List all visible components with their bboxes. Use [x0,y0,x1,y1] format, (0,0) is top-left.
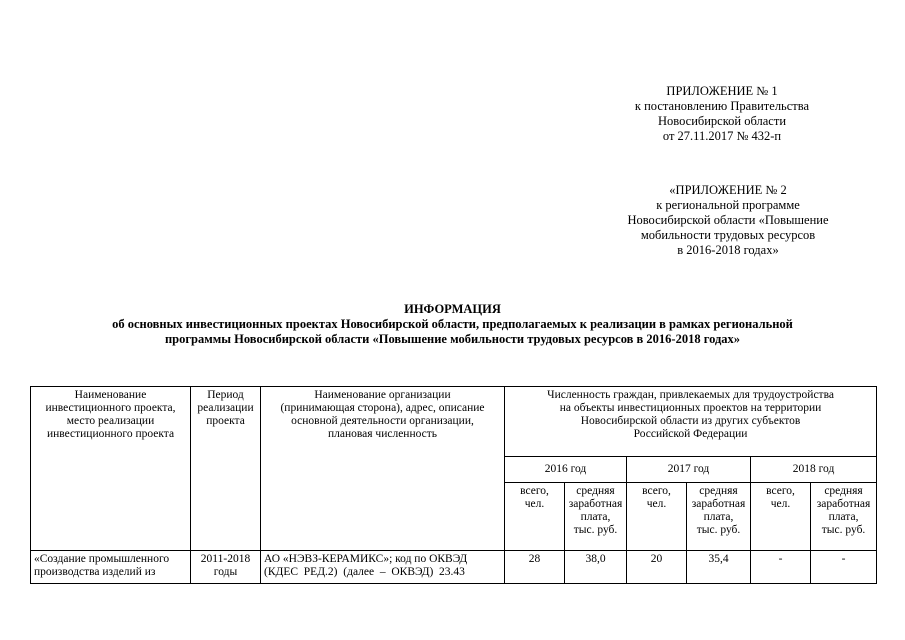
header-salary-line: плата, [828,511,859,523]
cell-project [31,551,191,584]
cell-organization [261,551,505,584]
cell-period [191,551,261,584]
header-salary-line: тыс. руб. [696,524,741,536]
investment-projects-table [30,386,877,584]
cell-org-line: (КДЕС РЕД.2) (далее – ОКВЭД) 23.43 [264,566,465,578]
appendix-2-line: Новосибирской области «Повышение [627,213,829,227]
header-salary-line: тыс. руб. [821,524,866,536]
cell-project-line: «Создание промышленного [34,553,170,565]
appendix-2-line: «ПРИЛОЖЕНИЕ № 2 [669,183,787,197]
header-salary-line: заработная [816,498,871,510]
appendix-1-line: от 27.11.2017 № 432-п [662,129,782,143]
header-citizens-line: на объекты инвестиционных проектов на территории [559,402,822,414]
header-2017-salary [687,483,751,551]
header-year-2016: 2016 год [505,457,627,483]
header-year-2017: 2017 год [627,457,751,483]
appendix-2-line: к региональной программе [656,198,800,212]
appendix-2-line: в 2016-2018 годах» [677,243,779,257]
header-citizens [505,387,877,457]
header-period-line: Период [207,389,244,401]
header-salary-line: средняя [699,485,738,497]
header-citizens-line: Российской Федерации [633,428,748,440]
header-total-line: всего, [642,485,671,497]
appendix-1-block [620,84,824,144]
header-period-line: реализации [197,402,254,414]
header-citizens-line: Численность граждан, привлекаемых для трудоустройства [547,389,834,401]
header-salary-line: средняя [824,485,863,497]
table-row [31,551,877,584]
header-total-line: чел. [646,498,667,510]
header-citizens-line: Новосибирской области из других субъектов [580,415,801,427]
header-salary-line: плата, [580,511,611,523]
header-total-line: всего, [520,485,549,497]
header-year-2018: 2018 год [751,457,877,483]
cell-period-line: 2011-2018 [200,553,251,565]
cell-project-line: производства изделий из [34,566,156,578]
header-salary-line: плата, [703,511,734,523]
cell-2016-salary: 38,0 [565,551,627,584]
appendix-1-line: Новосибирской области [657,114,787,128]
header-total-line: чел. [770,498,791,510]
header-2017-total [627,483,687,551]
cell-org-line: АО «НЭВЗ-КЕРАМИКС»; код по ОКВЭД [264,553,468,565]
header-org-line: (принимающая сторона), адрес, описание [280,402,485,414]
header-total-line: чел. [524,498,545,510]
cell-2017-total: 20 [627,551,687,584]
header-project-line: Наименование [74,389,147,401]
header-org-line: основной деятельности организации, [291,415,474,427]
document-subtitle-line: об основных инвестиционных проектах Новосибирской области, предполагаемых к реализации в рамках региональной [112,317,793,331]
appendix-2-block [602,183,854,258]
appendix-1-line: ПРИЛОЖЕНИЕ № 1 [666,84,778,98]
header-project [31,387,191,551]
cell-2017-salary: 35,4 [687,551,751,584]
document-subtitle-line: программы Новосибирской области «Повышение мобильности трудовых ресурсов в 2016-2018 годах» [164,332,741,346]
header-org-line: плановая численность [327,428,438,440]
header-project-line: место реализации [66,415,155,427]
cell-2016-total: 28 [505,551,565,584]
header-2018-total [751,483,811,551]
header-period [191,387,261,551]
document-heading [20,302,885,347]
header-salary-line: тыс. руб. [573,524,618,536]
header-organization [261,387,505,551]
document-title: ИНФОРМАЦИЯ [404,302,501,316]
cell-2018-total: - [751,551,811,584]
header-total-line: всего, [766,485,795,497]
cell-period-line: годы [213,566,238,578]
header-org-line: Наименование организации [314,389,451,401]
header-project-line: инвестиционного проекта, [45,402,176,414]
header-salary-line: заработная [568,498,623,510]
header-project-line: инвестиционного проекта [46,428,175,440]
header-salary-line: заработная [691,498,746,510]
header-2016-salary [565,483,627,551]
appendix-1-line: к постановлению Правительства [634,99,810,113]
header-period-line: проекта [206,415,245,427]
cell-2018-salary: - [811,551,877,584]
appendix-2-line: мобильности трудовых ресурсов [640,228,816,242]
header-2016-total [505,483,565,551]
header-2018-salary [811,483,877,551]
header-salary-line: средняя [576,485,615,497]
